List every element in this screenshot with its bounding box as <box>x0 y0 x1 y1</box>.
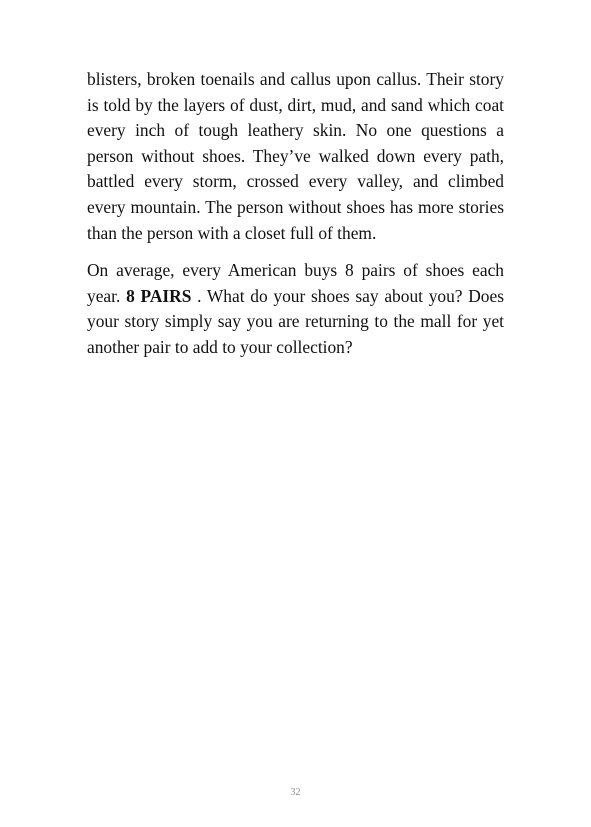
paragraph-2-text-end: . What do your shoes say about you? Does your story simply say you are returning to the mall for yet another pair to add to your collection? <box>87 285 504 357</box>
paragraph-2 <box>87 258 504 360</box>
page-number: 32 <box>290 787 301 798</box>
emphasis-bold: 8 PAIRS <box>126 285 192 306</box>
paragraph-1: blisters, broken toenails and callus upon callus. Their story is told by the layers of dust, dirt, mud, and sand which coat every inch of tough leathery skin. No one questions a person without shoes. They’ve walked down every path, battled every storm, crossed every valley, and climbed every mountain. The person without shoes has more stories than the person with a closet full of them. <box>87 69 504 243</box>
paragraph-2-text-start: On average, every American buys 8 pairs of shoes each year. <box>87 260 504 306</box>
body-text <box>87 67 504 373</box>
